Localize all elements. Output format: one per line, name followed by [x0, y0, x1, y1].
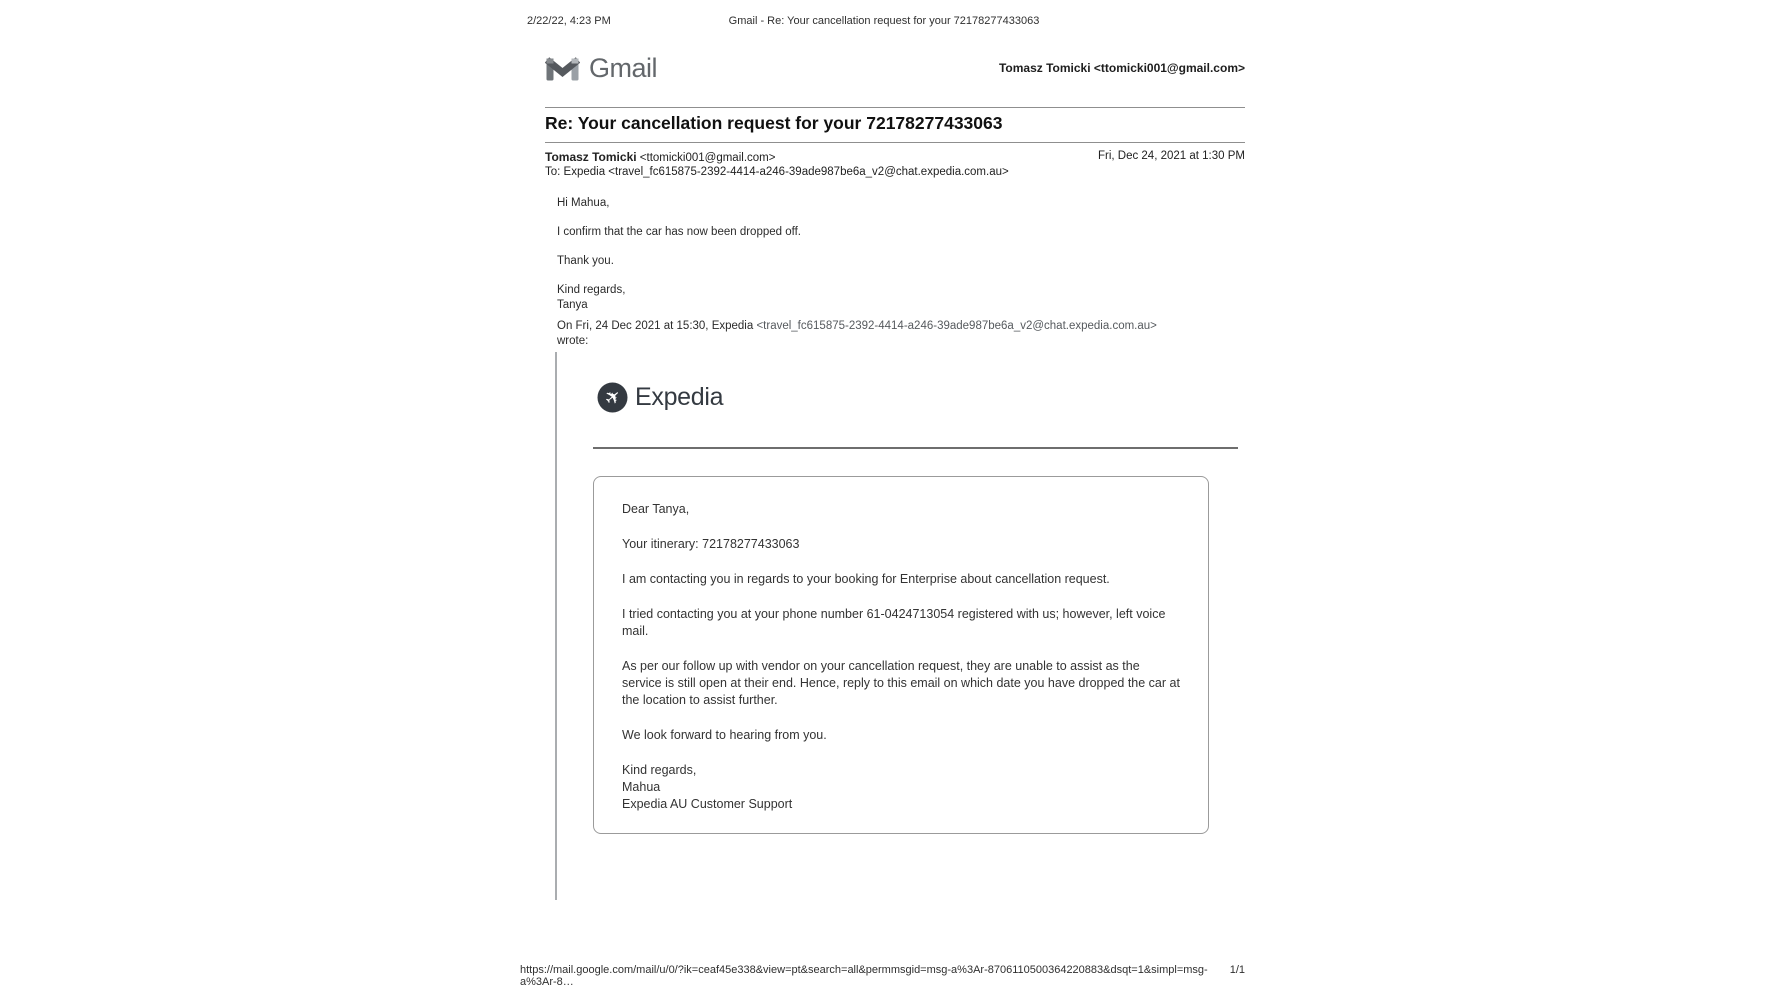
signoff-line: Tanya: [557, 299, 588, 311]
from-name: Tomasz Tomicki: [545, 150, 637, 164]
body-paragraph: Thank you.: [557, 255, 614, 267]
quoted-message: [555, 352, 1215, 900]
gmail-header: [545, 50, 1245, 86]
account-owner: Tomasz Tomicki <ttomicki001@gmail.com>: [998, 61, 1245, 75]
expedia-globe-plane-icon: [597, 382, 628, 413]
to-address: To: Expedia <travel_fc615875-2392-4414-a246-39ade987be6a_v2@chat.expedia.com.au>: [545, 166, 1009, 178]
divider: [545, 107, 1245, 108]
signoff: [557, 283, 1157, 313]
card-signature-line: Mahua: [622, 780, 661, 794]
gmail-m-icon: [545, 55, 580, 82]
card-paragraph: Dear Tanya,: [622, 502, 690, 516]
message-date: Fri, Dec 24, 2021 at 1:30 PM: [1097, 150, 1245, 162]
card-paragraph: We look forward to hearing from you.: [622, 728, 827, 742]
page-number: 1/1: [1229, 964, 1245, 976]
divider: [545, 142, 1245, 143]
gmail-logo: [545, 53, 657, 84]
from-row: [545, 150, 1245, 164]
email-body: [557, 196, 1157, 313]
card-paragraph: Your itinerary: 72178277433063: [622, 537, 800, 551]
card-signature-line: Kind regards,: [622, 763, 697, 777]
card-paragraph: I tried contacting you at your phone number 61-0424713054 registered with us; however, left voice mail.: [622, 607, 1166, 638]
expedia-message-card: [593, 476, 1209, 834]
card-paragraph: As per our follow up with vendor on your cancellation request, they are unable to assist as the service is still open at their end. Hence, reply to this email on which date you have dropped the car at the location to assist further.: [622, 659, 1180, 707]
print-footer-url: https://mail.google.com/mail/u/0/?ik=ceaf45e338&view=pt&search=all&permmsgid=msg-a%3Ar-8706110500364220883&dsqt=1&simpl=msg-a%3Ar-8…: [520, 964, 1208, 988]
svg-text:✈: ✈: [600, 384, 627, 412]
document-column: [520, 0, 1245, 1000]
body-paragraph: Hi Mahua,: [557, 197, 610, 209]
from-address: [545, 150, 775, 164]
card-paragraph: I am contacting you in regards to your booking for Enterprise about cancellation request.: [622, 572, 1110, 586]
body-paragraph: I confirm that the car has now been dropped off.: [557, 226, 801, 238]
expedia-divider: [593, 447, 1238, 449]
signoff-line: Kind regards,: [557, 284, 626, 296]
gmail-wordmark: Gmail: [589, 52, 658, 83]
expedia-wordmark: Expedia: [635, 383, 724, 411]
card-signature: [622, 762, 1180, 813]
print-footer: [520, 964, 1245, 988]
quote-sender-email: <travel_fc615875-2392-4414-a246-39ade987be6a_v2@chat.expedia.com.au>: [756, 320, 1157, 332]
quote-intro-prefix: On Fri, 24 Dec 2021 at 15:30, Expedia: [557, 320, 757, 332]
print-datetime: 2/22/22, 4:23 PM: [527, 15, 611, 27]
quote-intro-suffix: wrote:: [557, 335, 589, 347]
card-signature-line: Expedia AU Customer Support: [622, 797, 793, 811]
quote-intro: [557, 319, 1157, 349]
email-subject: Re: Your cancellation request for your 72178277433063: [545, 113, 1003, 133]
expedia-logo: [597, 382, 1215, 413]
from-email: <ttomicki001@gmail.com>: [639, 152, 776, 164]
print-document-title: Gmail - Re: Your cancellation request for your 72178277433063: [728, 15, 1040, 27]
